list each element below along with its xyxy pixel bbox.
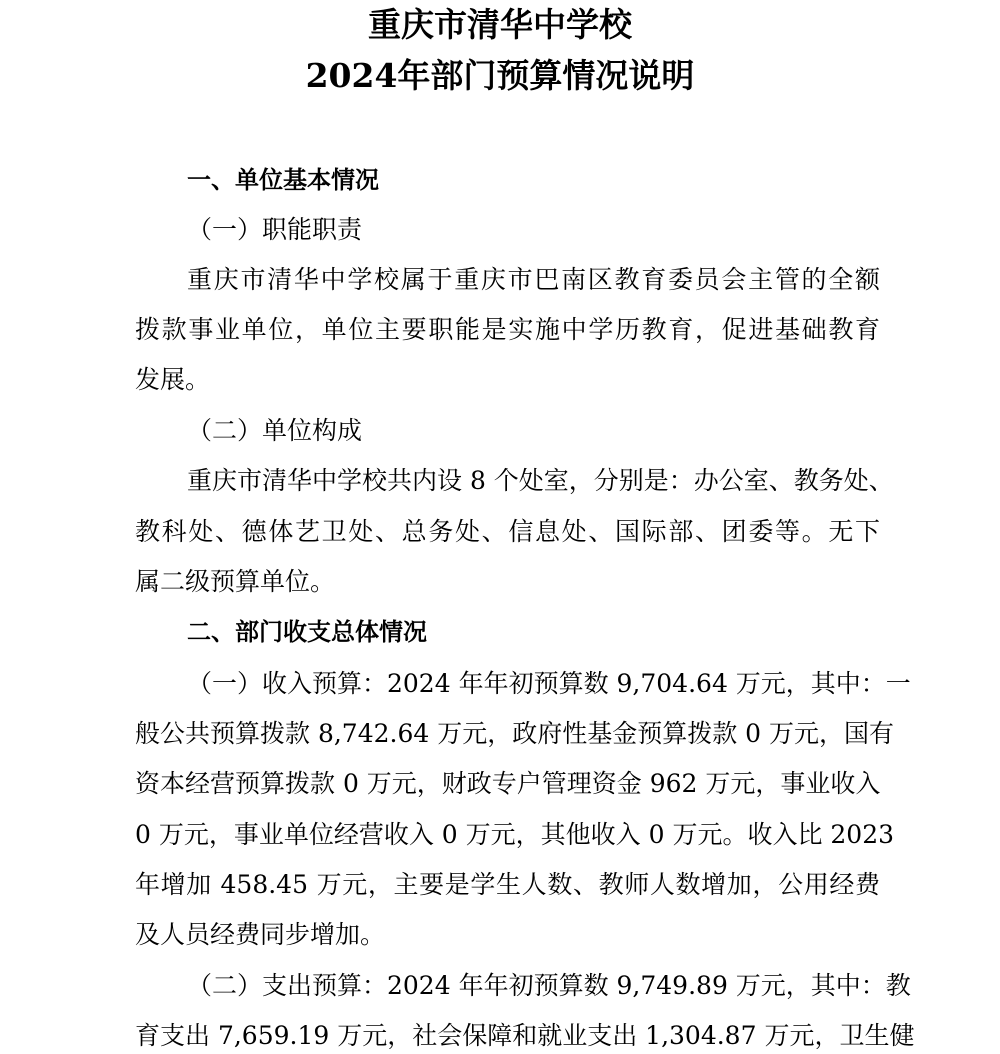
paragraph-line: 年增加 458.45 万元，主要是学生人数、教师人数增加，公用经费	[135, 870, 880, 899]
section-2-heading: 二、部门收支总体情况	[187, 618, 427, 646]
document-title-line-2: 2024年部门预算情况说明	[305, 56, 695, 95]
document-title-line-1: 重庆市清华中学校	[368, 5, 632, 44]
paragraph-line: 拨款事业单位，单位主要职能是实施中学历教育，促进基础教育	[135, 315, 880, 344]
paragraph-line: 属二级预算单位。	[135, 567, 336, 596]
section-1-heading: 一、单位基本情况	[187, 166, 379, 194]
paragraph-line: （一）收入预算：2024 年年初预算数 9,704.64 万元，其中：一	[187, 669, 911, 698]
paragraph-line: 重庆市清华中学校属于重庆市巴南区教育委员会主管的全额	[187, 265, 880, 294]
paragraph-line: 教科处、德体艺卫处、总务处、信息处、国际部、团委等。无下	[135, 517, 880, 546]
section-1-subheading-2: （二）单位构成	[187, 416, 363, 445]
paragraph-line: 般公共预算拨款 8,742.64 万元，政府性基金预算拨款 0 万元，国有	[135, 719, 895, 748]
paragraph-line: 0 万元，事业单位经营收入 0 万元，其他收入 0 万元。收入比 2023	[135, 820, 895, 849]
paragraph-line: 及人员经费同步增加。	[135, 920, 386, 949]
paragraph-line: 发展。	[135, 365, 211, 394]
section-1-subheading-1: （一）职能职责	[187, 215, 363, 244]
paragraph-line: 育支出 7,659.19 万元，社会保障和就业支出 1,304.87 万元，卫生健	[135, 1021, 915, 1050]
paragraph-line: （二）支出预算：2024 年年初预算数 9,749.89 万元，其中：教	[187, 971, 911, 1000]
paragraph-line: 重庆市清华中学校共内设 8 个处室，分别是：办公室、教务处、	[187, 466, 894, 495]
paragraph-line: 资本经营预算拨款 0 万元，财政专户管理资金 962 万元，事业收入	[135, 769, 881, 798]
